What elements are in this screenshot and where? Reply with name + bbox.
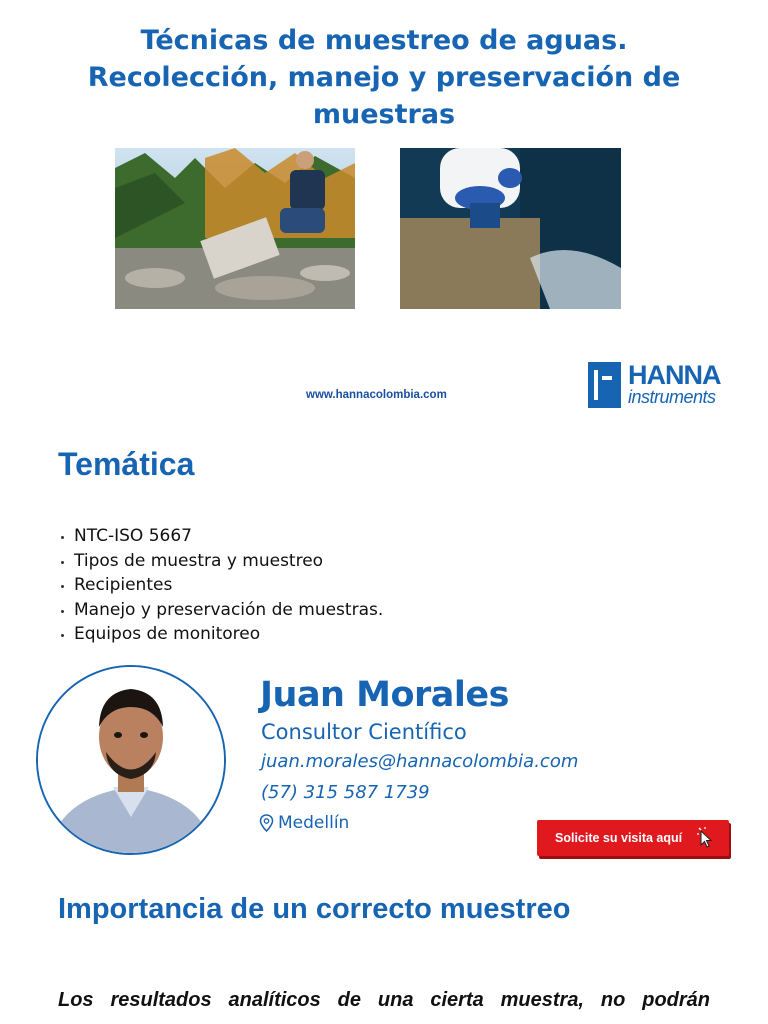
document-title (60, 22, 708, 133)
consultant-location (259, 813, 349, 833)
request-visit-button[interactable] (537, 820, 729, 856)
list-item: Equipos de monitoreo (58, 622, 383, 647)
location-label: Medellín (278, 813, 350, 833)
title-line-1: Técnicas de muestreo de aguas. (140, 25, 628, 56)
consultant-avatar (36, 665, 226, 855)
consultant-name: Juan Morales (260, 675, 509, 715)
list-item: NTC-ISO 5667 (58, 524, 383, 549)
title-line-3: muestras (312, 99, 456, 130)
consultant-role: Consultor Científico (261, 720, 467, 744)
consultant-email[interactable]: juan.morales@hannacolombia.com (261, 751, 579, 772)
list-item: Recipientes (58, 573, 383, 598)
location-pin-icon (259, 814, 274, 832)
photo-field-sampling-river (115, 148, 355, 309)
list-item: Manejo y preservación de muestras. (58, 598, 383, 623)
consultant-phone[interactable]: (57) 315 587 1739 (261, 782, 430, 803)
request-visit-label: Solicite su visita aquí (555, 831, 683, 845)
importancia-paragraph: Los resultados analíticos de una cierta muestra, no podrán (58, 989, 710, 1011)
tematica-heading: Temática (58, 446, 195, 482)
importancia-heading: Importancia de un correcto muestreo (58, 893, 571, 925)
list-item: Tipos de muestra y muestreo (58, 549, 383, 574)
photo-protective-suit-sampling (400, 148, 621, 309)
hanna-instruments-logo (588, 362, 738, 408)
tematica-list (58, 524, 383, 647)
website-link[interactable]: www.hannacolombia.com (306, 389, 447, 401)
logo-brand-sub: instruments (628, 387, 716, 407)
title-line-2: Recolección, manejo y preservación de (87, 62, 681, 93)
logo-mark-icon (588, 362, 621, 408)
cursor-click-icon (697, 826, 715, 848)
logo-brand-name: HANNA (628, 360, 721, 390)
